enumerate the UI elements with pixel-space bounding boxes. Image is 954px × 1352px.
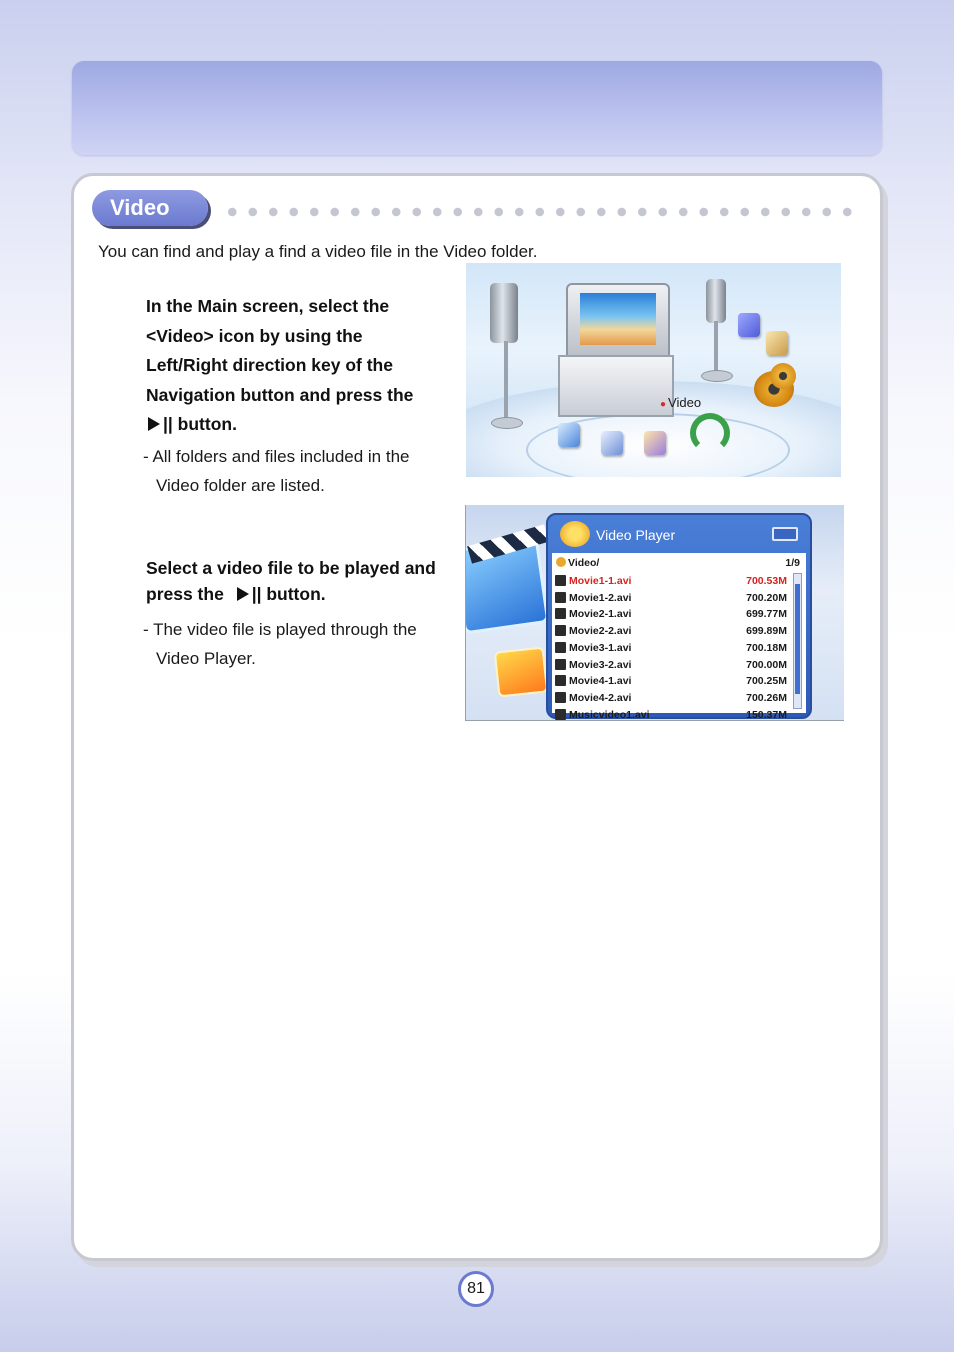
- page-indicator: 1/9: [785, 557, 800, 569]
- speaker-left-foot: [491, 417, 523, 429]
- file-list: [552, 553, 806, 721]
- folder-icon: [556, 557, 566, 567]
- battery-icon: [772, 527, 798, 541]
- folder-path: [556, 557, 800, 570]
- photo-icon: [766, 331, 788, 355]
- video-file-icon: [555, 592, 566, 603]
- video-file-icon: [555, 608, 566, 619]
- video-file-icon: [555, 692, 566, 703]
- video-camera-reel-icon: [770, 363, 796, 389]
- file-list-item[interactable]: [555, 573, 787, 590]
- speaker-left-stand: [504, 341, 508, 421]
- file-size: 700.26M: [746, 691, 787, 704]
- file-name: Movie2-2.avi: [569, 625, 632, 638]
- file-list-item[interactable]: [555, 673, 787, 690]
- selection-dot-icon: ●: [660, 399, 667, 410]
- step2-instruction: [146, 555, 446, 607]
- file-list-item[interactable]: [555, 590, 787, 607]
- play-pause-icon: [148, 417, 160, 431]
- file-size: 700.20M: [746, 591, 787, 604]
- file-size: 699.77M: [746, 608, 787, 621]
- step1-note: - All folders and files included in the Video folder are listed.: [143, 447, 410, 495]
- selected-menu-label: [660, 395, 701, 410]
- file-name: Musicvideo1.avi: [569, 708, 650, 721]
- speaker-right-icon: [706, 279, 726, 323]
- header-band: [72, 61, 882, 155]
- play-pause-icon: [237, 587, 249, 601]
- book-icon: [738, 313, 760, 337]
- file-name: Movie4-2.avi: [569, 691, 632, 704]
- file-name: Movie4-1.avi: [569, 675, 632, 688]
- tv-icon: [566, 283, 670, 361]
- file-size: 699.89M: [746, 625, 787, 638]
- settings-icon: [644, 431, 666, 455]
- intro-text: You can find and play a find a video file in the Video folder.: [98, 242, 538, 261]
- video-file-icon: [555, 659, 566, 670]
- step1-button-text: || button.: [163, 414, 237, 434]
- video-player-screenshot: [465, 505, 844, 721]
- main-menu-screenshot: [466, 263, 841, 477]
- video-file-icon: [555, 675, 566, 686]
- file-list-item[interactable]: [555, 606, 787, 623]
- folder-path-text: Video/: [568, 557, 600, 569]
- page-number: 81: [458, 1271, 494, 1307]
- scrollbar[interactable]: [793, 573, 802, 709]
- player-window: [546, 513, 812, 719]
- video-file-icon: [555, 575, 566, 586]
- document-icon: [601, 431, 623, 455]
- file-size: 700.25M: [746, 675, 787, 688]
- file-list-item[interactable]: [555, 640, 787, 657]
- speaker-left-icon: [490, 283, 518, 343]
- player-title: Video Player: [596, 527, 676, 543]
- file-size: 700.53M: [746, 575, 787, 587]
- file-name: Movie3-1.avi: [569, 641, 632, 654]
- dotted-divider: [222, 207, 852, 217]
- file-name: Movie1-2.avi: [569, 591, 632, 604]
- player-logo-icon: [560, 521, 590, 547]
- tv-stand: [558, 355, 674, 417]
- section-title: Video: [92, 190, 208, 226]
- file-size: 700.18M: [746, 641, 787, 654]
- file-list-item[interactable]: [555, 623, 787, 640]
- selected-menu-text: Video: [668, 395, 702, 410]
- headphones-icon: [690, 413, 730, 453]
- video-file-icon: [555, 625, 566, 636]
- file-name: Movie2-1.avi: [569, 608, 632, 621]
- file-list-item[interactable]: [555, 657, 787, 674]
- file-size: 700.00M: [746, 658, 787, 671]
- file-name: Movie1-1.avi: [569, 575, 632, 587]
- tv-screen: [580, 293, 656, 345]
- search-icon: [558, 423, 580, 447]
- video-file-icon: [555, 642, 566, 653]
- step2-text: Select a video file to be played and press the: [146, 558, 436, 604]
- speaker-right-stand: [714, 321, 718, 373]
- file-name: Movie3-2.avi: [569, 658, 632, 671]
- file-list-item[interactable]: [555, 690, 787, 707]
- scrollbar-thumb[interactable]: [795, 584, 800, 694]
- step2-button-text: || button.: [251, 584, 326, 604]
- small-clapperboard-icon: [494, 647, 549, 698]
- speaker-right-foot: [701, 370, 733, 382]
- step1-instruction: [146, 292, 446, 440]
- step1-text: In the Main screen, select the <Video> icon by using the Left/Right direction key of the Navigation button and press the: [146, 296, 414, 405]
- file-size: 150.37M: [746, 708, 787, 721]
- file-list-item[interactable]: [555, 707, 787, 721]
- video-file-icon: [555, 709, 566, 720]
- step2-note: - The video file is played through the Video Player.: [143, 620, 417, 668]
